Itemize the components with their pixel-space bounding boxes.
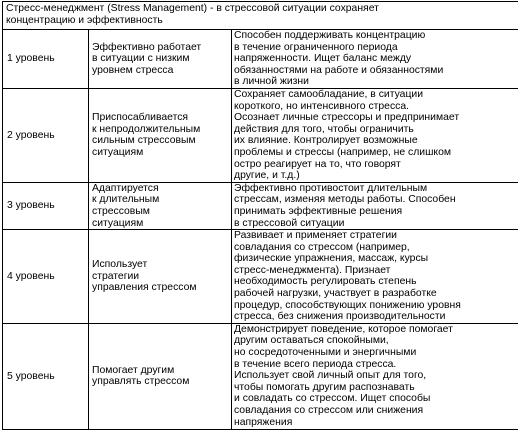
level-summary-cell: Приспосабливается к непродолжительным сильным стрессовым ситуациям [89,88,232,182]
competency-title: Стресс-менеджмент (Stress Management) - в стрессовой ситуации сохраняет концентрацию и эффективность [3,2,518,30]
table-row-level-5 [3,323,518,429]
level-detail-cell: Эффективно противостоит длительным стрессам, изменяя методы работы. Способен принимать эффективные решения в стрессовой ситуации [232,182,518,229]
level-detail-cell: Способен поддерживать концентрацию в течение ограниченного периода напряженности. Ищет баланс между обязанностями на работе и обязанностями в личной жизни [232,30,518,89]
table-row-level-3 [3,182,518,229]
table-row-level-2 [3,88,518,182]
competency-table [2,1,518,430]
level-detail-cell: Демонстрирует поведение, которое помогает другим оставаться спокойными, но сосредоточенными и энергичными в течение всего периода стресса. Использует свой личный опыт для того, чтобы помогать другим распознавать и совладать со стрессом. Ищет способы совладания со стрессом или снижения напряжения [232,323,518,429]
level-summary-cell: Эффективно работает в ситуации с низким уровнем стресса [89,30,232,89]
level-detail-cell: Сохраняет самообладание, в ситуации короткого, но интенсивного стресса. Осознает личные стрессоры и предпринимает действия для того, чтобы ограничить их влияние. Контролирует возможные проблемы и стрессы (например, не слишком остро реагирует на то, что говорят другие, и т.д.) [232,88,518,182]
level-cell: 2 уровень [3,88,89,182]
table-row-level-1 [3,30,518,89]
level-summary-cell: Помогает другим управлять стрессом [89,323,232,429]
level-cell: 4 уровень [3,230,89,324]
level-summary-cell: Адаптируется к длительным стрессовым ситуациям [89,182,232,229]
level-detail-cell: Развивает и применяет стратегии совладания со стрессом (например, физические упражнения, массаж, курсы стресс-менеджмента). Признает необходимость регулировать степень рабочей нагрузки, участвует в разработке процедур, способствующих понижению уровня стресса, без снижения производительности [232,230,518,324]
level-summary-cell: Использует стратегии управления стрессом [89,230,232,324]
level-cell: 3 уровень [3,182,89,229]
table-row-level-4 [3,230,518,324]
level-cell: 5 уровень [3,323,89,429]
table-header-row [3,2,518,30]
level-cell: 1 уровень [3,30,89,89]
